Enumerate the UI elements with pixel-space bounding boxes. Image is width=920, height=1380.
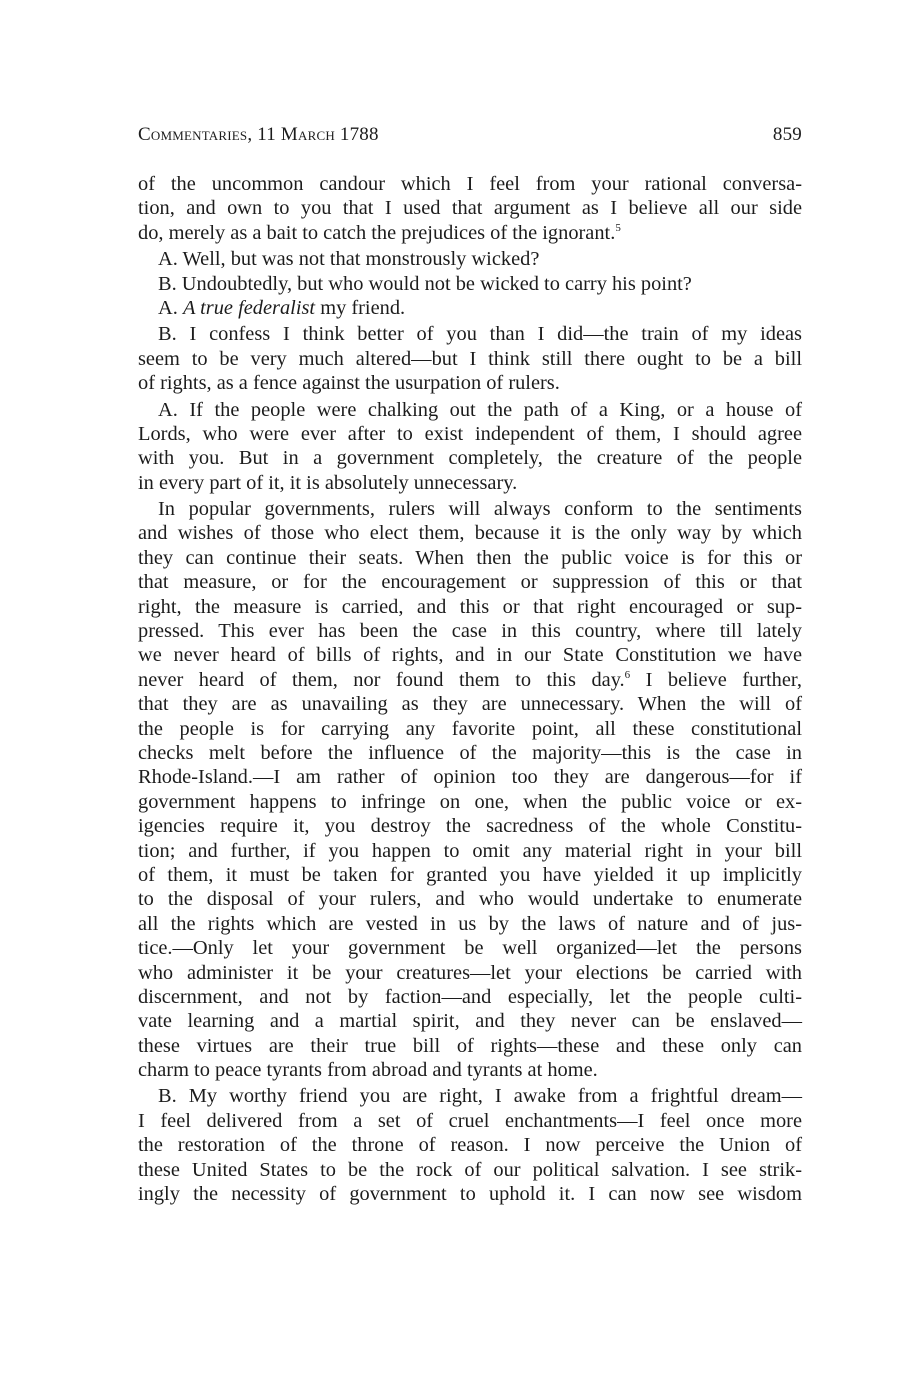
text-line: B. Undoubtedly, but who would not be wicked to carry his point?	[158, 272, 692, 295]
text-line: I feel delivered from a set of cruel enchantments—I feel once more	[138, 1109, 802, 1132]
footnote-ref-6: 6	[624, 668, 631, 681]
text-line: B. My worthy friend you are right, I awake from a frightful dream—	[158, 1085, 802, 1108]
running-head: Commentaries, 11 March 1788	[138, 124, 379, 145]
text-line: of them, it must be taken for granted you have yielded it up implicitly	[138, 863, 802, 886]
text-line	[138, 296, 802, 320]
text-line: with you. But in a government completely, the creature of the people	[138, 447, 802, 470]
text-line: these virtues are their true bill of rights—these and these only can	[138, 1034, 802, 1057]
text-line: tion, and own to you that I used that argument as I believe all our side	[138, 197, 802, 220]
text-line: A. Well, but was not that monstrously wicked?	[158, 248, 540, 271]
text-line: pressed. This ever has been the case in this country, where till lately	[138, 620, 802, 643]
body-text	[138, 172, 802, 1206]
text-line: that measure, or for the encouragement or suppression of this or that	[138, 571, 802, 594]
text-line: these United States to be the rock of our political salvation. I see strik-	[138, 1158, 802, 1181]
text-line	[138, 668, 802, 692]
text-line-content: I believe further,	[645, 668, 802, 691]
text-line: B. I confess I think better of you than I did—the train of my ideas	[158, 323, 802, 346]
text-line: tion; and further, if you happen to omit any material right in your bill	[138, 839, 802, 862]
text-line: seem to be very much altered—but I think still there ought to be a bill	[138, 347, 802, 370]
text-line: we never heard of bills of rights, and in our State Constitution we have	[138, 644, 802, 667]
text-line-content: my friend.	[320, 296, 406, 319]
text-line	[138, 221, 802, 245]
text-line: that they are as unavailing as they are unnecessary. When the will of	[138, 693, 802, 716]
text-line: they can continue their seats. When then the public voice is for this or	[138, 546, 802, 569]
text-line: the people is for carrying any favorite point, all these constitutional	[138, 717, 802, 740]
text-line: and wishes of those who elect them, because it is the only way by which	[138, 522, 802, 545]
page-number: 859	[772, 124, 802, 145]
text-line: vate learning and a martial spirit, and they never can be enslaved—	[138, 1010, 802, 1033]
text-line: government happens to infringe on one, when the public voice or ex-	[138, 790, 802, 813]
text-line-content: do, merely as a bait to catch the prejudices of the ignorant.	[138, 221, 616, 244]
text-line: of rights, as a fence against the usurpation of rulers.	[138, 372, 560, 395]
text-line: in every part of it, it is absolutely unnecessary.	[138, 471, 518, 494]
text-line: tice.—Only let your government be well organized—let the persons	[138, 937, 802, 960]
text-line: charm to peace tyrants from abroad and tyrants at home.	[138, 1059, 598, 1082]
text-line: checks melt before the influence of the majority—this is the case in	[138, 741, 802, 764]
text-line: who administer it be your creatures—let your elections be carried with	[138, 961, 802, 984]
footnote-ref-5: 5	[615, 221, 621, 234]
page-header	[138, 124, 802, 146]
text-line: right, the measure is carried, and this or that right encouraged or sup-	[138, 595, 802, 618]
text-line: igencies require it, you destroy the sacredness of the whole Constitu-	[138, 815, 802, 838]
text-line: discernment, and not by faction—and especially, let the people culti-	[138, 985, 802, 1008]
text-line: Lords, who were ever after to exist independent of them, I should agree	[138, 422, 802, 445]
text-line: all the rights which are vested in us by the laws of nature and of jus-	[138, 912, 802, 935]
text-line: to the disposal of your rulers, and who would undertake to enumerate	[138, 888, 802, 911]
italic-phrase: A true federalist	[182, 296, 316, 319]
text-line: Rhode-Island.—I am rather of opinion too they are dangerous—for if	[138, 766, 802, 789]
text-line: A. If the people were chalking out the path of a King, or a house of	[158, 398, 802, 421]
text-line: the restoration of the throne of reason. I now perceive the Union of	[138, 1134, 802, 1157]
text-line-content: never heard of them, nor found them to this day.	[138, 668, 625, 691]
text-line: In popular governments, rulers will always conform to the sentiments	[158, 498, 802, 521]
text-line: of the uncommon candour which I feel from your rational conversa-	[138, 173, 802, 195]
speaker-label: A.	[158, 296, 178, 319]
text-line: ingly the necessity of government to uphold it. I can now see wisdom	[138, 1183, 802, 1206]
